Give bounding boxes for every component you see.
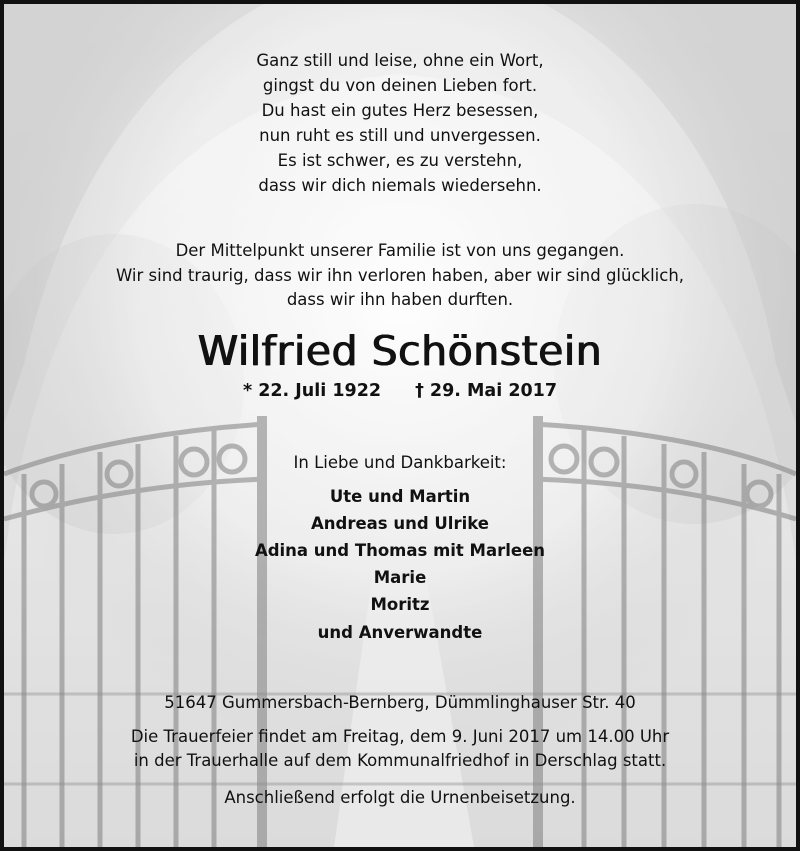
closing-note: Anschließend erfolgt die Urnenbeisetzung.: [224, 788, 576, 807]
poem-line: Du hast ein gutes Herz besessen,: [261, 101, 539, 120]
mourner: und Anverwandte: [317, 623, 483, 642]
mourner: Marie: [373, 568, 427, 587]
poem-line: dass wir dich niemals wiedersehn.: [258, 176, 542, 195]
funeral-line: Die Trauerfeier findet am Freitag, dem 9. Juni 2017 um 14.00 Uhr: [130, 727, 670, 746]
life-dates: [4, 381, 796, 401]
death-date: † 29. Mai 2017: [415, 381, 558, 401]
intro-line: Der Mittelpunkt unserer Familie ist von uns gegangen.: [175, 241, 625, 260]
mourner: Moritz: [370, 595, 430, 614]
deceased-name: Wilfried Schönstein: [197, 327, 603, 375]
mourner: Adina und Thomas mit Marleen: [254, 541, 546, 560]
address: 51647 Gummersbach-Bernberg, Dümmlinghauser Str. 40: [164, 693, 636, 712]
mourners-heading: In Liebe und Dankbarkeit:: [293, 453, 507, 472]
funeral-line: in der Trauerhalle auf dem Kommunalfriedhof in Derschlag statt.: [133, 751, 667, 770]
poem-line: Es ist schwer, es zu verstehn,: [277, 151, 523, 170]
poem-line: gingst du von deinen Lieben fort.: [262, 76, 538, 95]
intro-line: Wir sind traurig, dass wir ihn verloren haben, aber wir sind glücklich,: [115, 266, 685, 285]
birth-date: * 22. Juli 1922: [242, 381, 382, 401]
obituary-text: [4, 4, 796, 847]
poem-line: Ganz still und leise, ohne ein Wort,: [256, 51, 544, 70]
mourner: Ute und Martin: [329, 487, 471, 506]
mourner: Andreas und Ulrike: [311, 514, 489, 533]
poem-line: nun ruht es still und unvergessen.: [259, 126, 541, 145]
intro-line: dass wir ihn haben durften.: [286, 290, 514, 309]
